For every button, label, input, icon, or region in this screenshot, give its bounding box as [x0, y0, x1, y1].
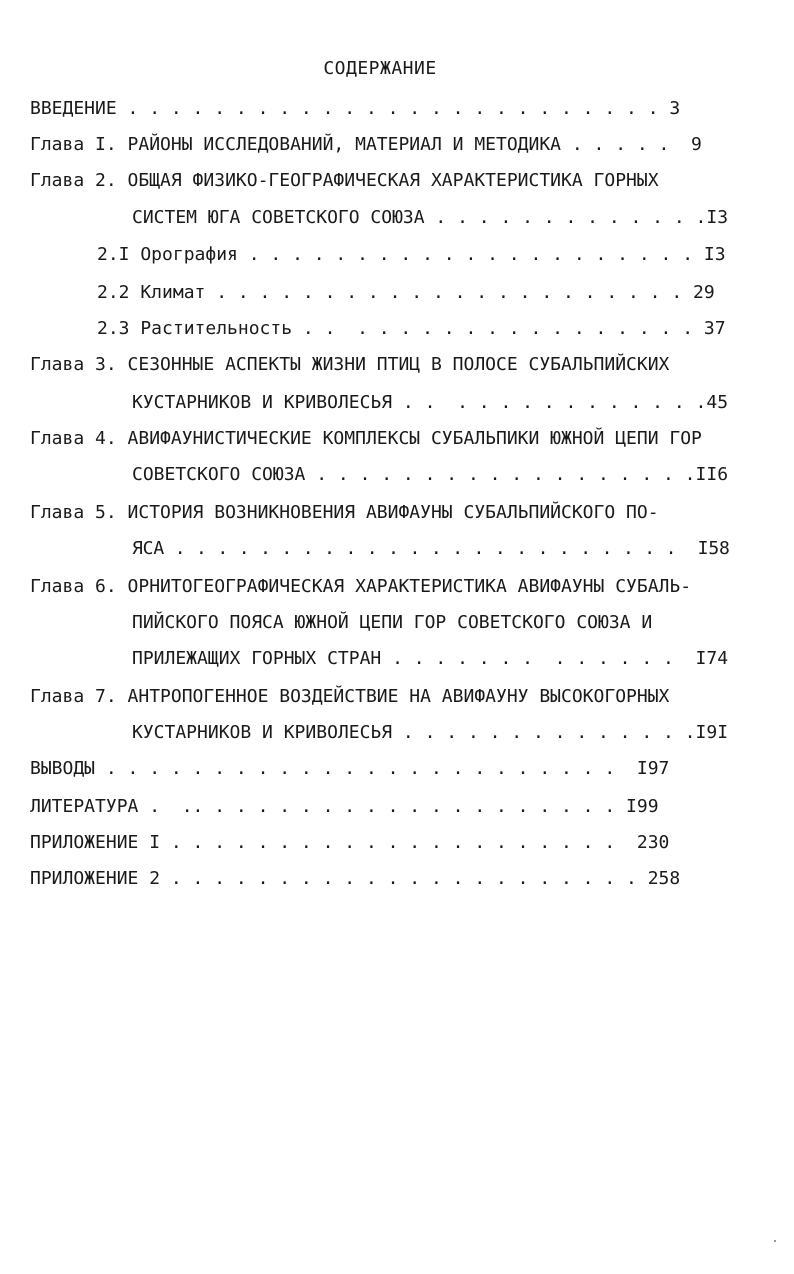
toc-line-chapter-7-cont: КУСТАРНИКОВ И КРИВОЛЕСЬЯ . . . . . . . . . . . . . .I9I: [132, 722, 729, 743]
toc-line-chapter-7: Глава 7. АНТРОПОГЕННОЕ ВОЗДЕЙСТВИЕ НА АВИФАУНУ ВЫСОКОГОРНЫХ: [30, 686, 670, 707]
toc-line-chapter-3: Глава 3. СЕЗОННЫЕ АСПЕКТЫ ЖИЗНИ ПТИЦ В ПОЛОСЕ СУБАЛЬПИЙСКИХ: [30, 354, 670, 375]
contents-title: СОДЕРЖАНИЕ: [323, 58, 437, 79]
toc-line-chapter-1: Глава I. РАЙОНЫ ИССЛЕДОВАНИЙ, МАТЕРИАЛ И МЕТОДИКА . . . . . 9: [30, 134, 702, 155]
toc-line-chapter-5-cont: ЯСА . . . . . . . . . . . . . . . . . . . . . . . . I58: [132, 538, 730, 559]
toc-line-chapter-2: Глава 2. ОБЩАЯ ФИЗИКО-ГЕОГРАФИЧЕСКАЯ ХАРАКТЕРИСТИКА ГОРНЫХ: [30, 170, 659, 191]
toc-line-chapter-6: Глава 6. ОРНИТОГЕОГРАФИЧЕСКАЯ ХАРАКТЕРИСТИКА АВИФАУНЫ СУБАЛЬ-: [30, 576, 692, 597]
toc-line-chapter-4-cont: СОВЕТСКОГО СОЮЗА . . . . . . . . . . . . . . . . . .II6: [132, 464, 729, 485]
toc-line-section-2-2: 2.2 Климат . . . . . . . . . . . . . . . . . . . . . . 29: [97, 282, 715, 303]
toc-line-chapter-6-cont-1: ПИЙСКОГО ПОЯСА ЮЖНОЙ ЦЕПИ ГОР СОВЕТСКОГО СОЮЗА И: [132, 612, 653, 633]
toc-line-chapter-4: Глава 4. АВИФАУНИСТИЧЕСКИЕ КОМПЛЕКСЫ СУБАЛЬПИКИ ЮЖНОЙ ЦЕПИ ГОР: [30, 428, 702, 449]
toc-line-section-2-1: 2.I Орография . . . . . . . . . . . . . . . . . . . . . I3: [97, 244, 726, 265]
toc-line-chapter-5: Глава 5. ИСТОРИЯ ВОЗНИКНОВЕНИЯ АВИФАУНЫ СУБАЛЬПИЙСКОГО ПО-: [30, 502, 659, 523]
toc-line-appendix-2: ПРИЛОЖЕНИЕ 2 . . . . . . . . . . . . . . . . . . . . . . 258: [30, 868, 681, 889]
toc-line-chapter-2-cont: СИСТЕМ ЮГА СОВЕТСКОГО СОЮЗА . . . . . . . . . . . . .I3: [132, 207, 729, 228]
toc-line-chapter-6-cont-2: ПРИЛЕЖАЩИХ ГОРНЫХ СТРАН . . . . . . . . . . . . . I74: [132, 648, 729, 669]
toc-line-chapter-3-cont: КУСТАРНИКОВ И КРИВОЛЕСЬЯ . . . . . . . . . . . . . .45: [132, 392, 729, 413]
toc-line-conclusions: ВЫВОДЫ . . . . . . . . . . . . . . . . . . . . . . . . I97: [30, 758, 670, 779]
toc-line-appendix-1: ПРИЛОЖЕНИЕ I . . . . . . . . . . . . . . . . . . . . . 230: [30, 832, 670, 853]
toc-line-literature: ЛИТЕРАТУРА . .. . . . . . . . . . . . . . . . . . . . I99: [30, 796, 659, 817]
toc-line-section-2-3: 2.3 Растительность . . . . . . . . . . . . . . . . . . 37: [97, 318, 726, 339]
toc-line-introduction: ВВЕДЕНИЕ . . . . . . . . . . . . . . . . . . . . . . . . . 3: [30, 98, 681, 119]
scan-speck: [774, 1240, 776, 1242]
